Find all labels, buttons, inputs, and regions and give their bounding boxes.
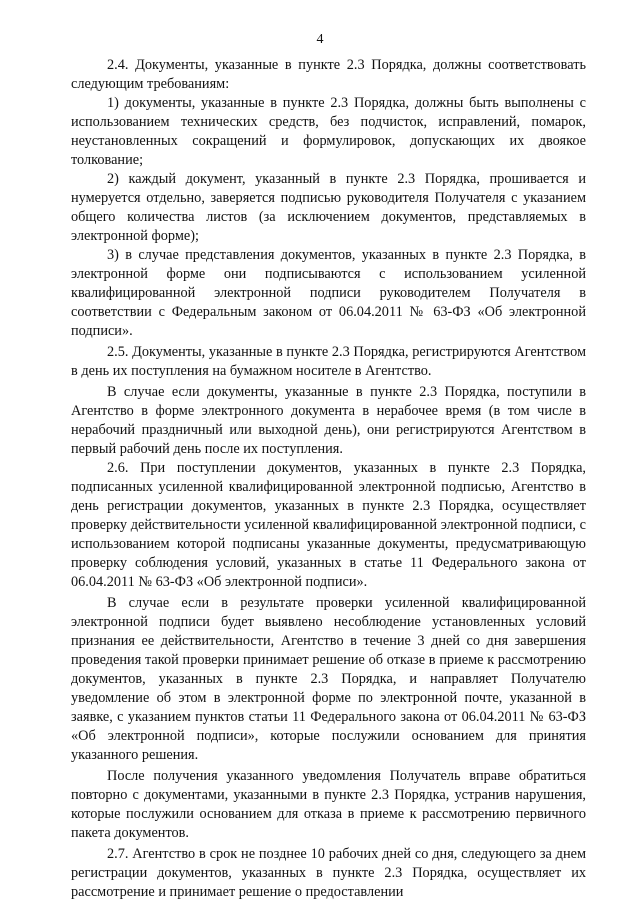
paragraph-2-7: 2.7. Агентство в срок не позднее 10 рабочих дней со дня, следующего за днем регистрации документов, указанных в пункте 2.3 Порядка, осуществляет их рассмотрение и принимает решение о предоставлении [71,846,586,900]
paragraph-2-6: 2.6. При поступлении документов, указанных в пункте 2.3 Порядка, подписанных усиленной квалифицированной электронной подписью, Агентство в день регистрации документов, указанных в пункте 2.3 Порядка, осуществляет проверку действительности усиленной квалифицированной электронной подписи, с использованием которой подписаны указанные документы, предусматривающую проверку соблюдения условий, указанных в статье 11 Федерального закона от 06.04.2011 № 63-ФЗ «Об электронной подписи». [71,460,586,590]
paragraph-resubmission: После получения указанного уведомления Получатель вправе обратиться повторно с документами, указанными в пункте 2.3 Порядка, устранив нарушения, которые послужили основанием для отказа в приеме к рассмотрению первичного пакета документов. [71,768,586,841]
paragraph-2-4: 2.4. Документы, указанные в пункте 2.3 Порядка, должны соответствовать следующим требованиям: [71,57,586,92]
paragraph-requirement-1: 1) документы, указанные в пункте 2.3 Порядка, должны быть выполнены с использованием технических средств, без подчисток, исправлений, помарок, неустановленных сокращений и формулировок, допускающих их двоякое толкование; [71,95,586,168]
page-number: 4 [316,32,324,47]
paragraph-electronic-registration: В случае если документы, указанные в пункте 2.3 Порядка, поступили в Агентство в форме электронного документа в нерабочее время (в том числе в нерабочий праздничный или выходной день), они регистрируются Агентством в первый рабочий день после их поступления. [71,384,586,457]
paragraph-requirement-2: 2) каждый документ, указанный в пункте 2.3 Порядка, прошивается и нумеруется отдельно, заверяется подписью руководителя Получателя с указанием общего количества листов (за исключением документов, представляемых в электронной форме); [71,171,586,244]
document-body [71,56,586,902]
paragraph-requirement-3: 3) в случае представления документов, указанных в пункте 2.3 Порядка, в электронной форме они подписываются с использованием усиленной квалифицированной электронной подписи руководителем Получателя в соответствии с Федеральным законом от 06.04.2011 № 63-ФЗ «Об электронной подписи». [71,247,586,339]
paragraph-2-5: 2.5. Документы, указанные в пункте 2.3 Порядка, регистрируются Агентством в день их поступления на бумажном носителе в Агентство. [71,344,586,379]
paragraph-signature-invalid: В случае если в результате проверки усиленной квалифицированной электронной подписи будет выявлено несоблюдение установленных условий признания ее действительности, Агентство в течение 3 дней со дня завершения проведения такой проверки принимает решение об отказе в приеме к рассмотрению документов, указанных в пункте 2.3 Порядка, и направляет Получателю уведомление об этом в электронной форме по электронной почте, указанной в заявке, с указанием пунктов статьи 11 Федерального закона от 06.04.2011 № 63-ФЗ «Об электронной подписи», которые послужили основанием для принятия указанного решения. [71,595,586,763]
